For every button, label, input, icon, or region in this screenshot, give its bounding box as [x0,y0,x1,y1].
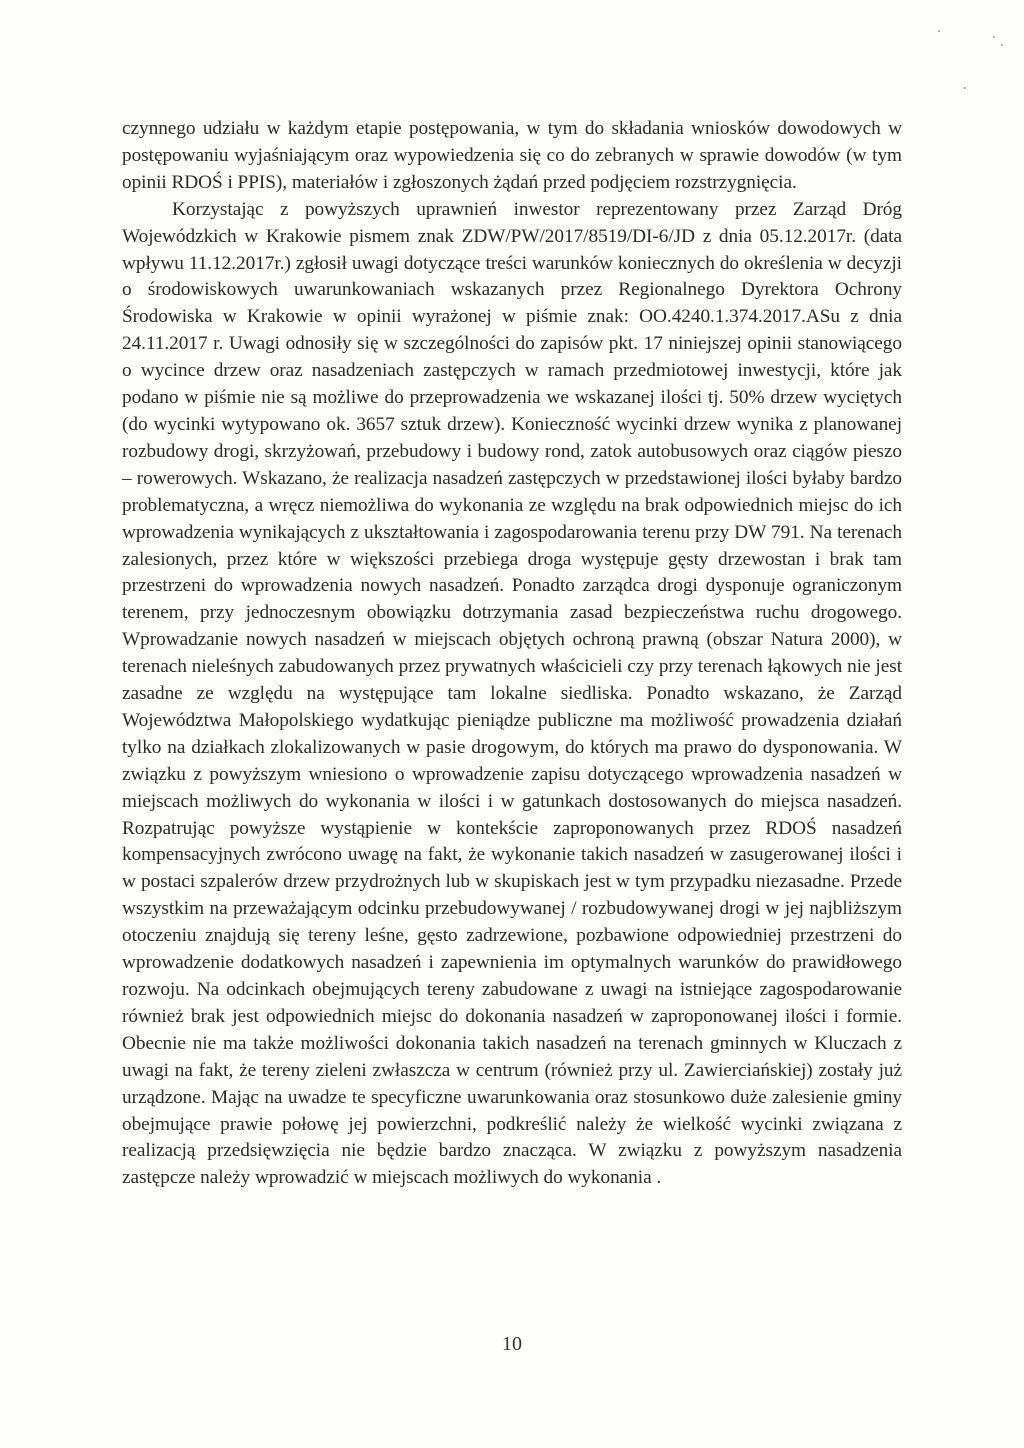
paragraph: czynnego udziału w każdym etapie postępowania, w tym do składania wniosków dowodowych w postępowaniu wyjaśniającym oraz wypowiedzenia się co do zebranych w sprawie dowodów (w tym opinii RDOŚ i PPIS), materiałów i zgłoszonych żądań przed podjęciem rozstrzygnięcia. [122,118,902,193]
scan-speck [964,87,966,89]
scan-speck [938,30,940,32]
scan-speck [993,36,995,38]
body-text [122,116,902,1192]
page-number: 10 [502,1333,522,1355]
scan-speck [1001,44,1003,46]
paragraph: Korzystając z powyższych uprawnień inwestor reprezentowany przez Zarząd Dróg Wojewódzkich w Krakowie pismem znak ZDW/PW/2017/8519/DI-6/JD z dnia 05.12.2017r. (data wpływu 11.12.2017r.) zgłosił uwagi dotyczące treści warunków koniecznych do określenia w decyzji o środowiskowych uwarunkowaniach wskazanych przez Regionalnego Dyrektora Ochrony Środowiska w Krakowie w opinii wyrażonej w piśmie znak: OO.4240.1.374.2017.ASu z dnia 24.11.2017 r. Uwagi odnosiły się w szczególności do zapisów pkt. 17 niniejszej opinii stanowiącego o wycince drzew oraz nasadzeniach zastępczych w ramach przedmiotowej inwestycji, które jak podano w piśmie nie są możliwe do przeprowadzenia we wskazanej ilości tj. 50% drzew wyciętych (do wycinki wytypowano ok. 3657 sztuk drzew). Konieczność wycinki drzew wynika z planowanej rozbudowy drogi, skrzyżowań, przebudowy i budowy rond, zatok autobusowych oraz ciągów pieszo – rowerowych. Wskazano, że realizacja nasadzeń zastępczych w przedstawionej ilości byłaby bardzo problematyczna, a wręcz niemożliwa do wykonania ze względu na brak odpowiednich miejsc do ich wprowadzenia wynikających z ukształtowania i zagospodarowania terenu przy DW 791. Na terenach zalesionych, przez które w większości przebiega droga występuje gęsty drzewostan i brak tam przestrzeni do wprowadzenia nowych nasadzeń. Ponadto zarządca drogi dysponuje ograniczonym terenem, przy jednoczesnym obowiązku dotrzymania zasad bezpieczeństwa ruchu drogowego. Wprowadzanie nowych nasadzeń w miejscach objętych ochroną prawną (obszar Natura 2000), w terenach nieleśnych zabudowanych przez prywatnych właścicieli czy przy terenach łąkowych nie jest zasadne ze względu na występujące tam lokalne siedliska. Ponadto wskazano, że Zarząd Województwa Małopolskiego wydatkując pieniądze publiczne ma możliwość prowadzenia działań tylko na działkach zlokalizowanych w pasie drogowym, do których ma prawo do dysponowania. W związku z powyższym wniesiono o wprowadzenie zapisu dotyczącego wprowadzenia nasadzeń w miejscach możliwych do wykonania w ilości i w gatunkach dostosowanych do miejsca nasadzeń. Rozpatrując powyższe wystąpienie w kontekście zaproponowanych przez RDOŚ nasadzeń kompensacyjnych zwrócono uwagę na fakt, że wykonanie takich nasadzeń w zasugerowanej ilości i w postaci szpalerów drzew przydrożnych lub w skupiskach jest w tym przypadku niezasadne. Przede wszystkim na przeważającym odcinku przebudowywanej / rozbudowywanej drogi w jej najbliższym otoczeniu znajdują się tereny leśne, gęsto zadrzewione, pozbawione odpowiedniej przestrzeni do wprowadzenie dodatkowych nasadzeń i zapewnienia im optymalnych warunków do prawidłowego rozwoju. Na odcinkach obejmujących tereny zabudowane z uwagi na istniejące zagospodarowanie również brak jest odpowiednich miejsc do dokonania nasadzeń w zaproponowanej ilości i formie. Obecnie nie ma także możliwości dokonania takich nasadzeń na terenach gminnych w Kluczach z uwagi na fakt, że tereny zieleni zwłaszcza w centrum (również przy ul. Zawierciańskiej) zostały już urządzone. Mając na uwadze te specyficzne uwarunkowania oraz stosunkowo duże zalesienie gminy obejmujące prawie połowę jej powierzchni, podkreślić należy że wielkość wycinki związana z realizacją przedsięwzięcia nie będzie bardzo znacząca. W związku z powyższym nasadzenia zastępcze należy wprowadzić w miejscach możliwych do wykonania . [122,198,902,1189]
